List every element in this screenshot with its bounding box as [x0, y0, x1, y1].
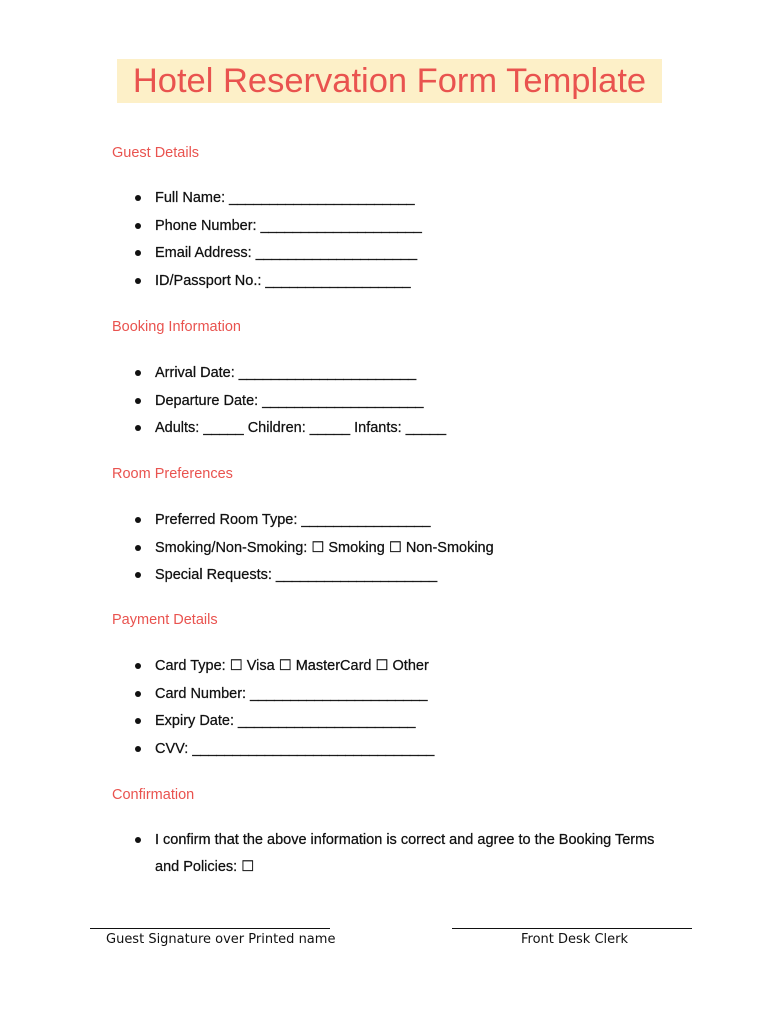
- item-text: Card Type: ☐ Visa ☐ MasterCard ☐ Other: [155, 658, 429, 674]
- item-text: Expiry Date: ______________________: [155, 713, 416, 729]
- item-text: Full Name: _______________________: [155, 190, 415, 206]
- list-item-full-name: [135, 189, 422, 217]
- booking-information-list: [135, 364, 446, 447]
- item-text: Preferred Room Type: ________________: [155, 512, 431, 528]
- item-text: I confirm that the above information is correct and agree to the Booking Terms and Policies: ☐: [155, 832, 655, 875]
- bullet-icon: [135, 691, 141, 697]
- bullet-icon: [135, 278, 141, 284]
- bullet-icon: [135, 250, 141, 256]
- list-item-card-number: [135, 685, 434, 713]
- item-text: ID/Passport No.: __________________: [155, 272, 411, 289]
- list-item-departure-date: [135, 392, 446, 420]
- guest-signature-line: [90, 928, 330, 929]
- list-item-arrival-date: [135, 364, 446, 392]
- confirmation-list: [135, 831, 655, 881]
- section-heading-guest-details: Guest Details: [112, 145, 200, 161]
- bullet-icon: [135, 837, 141, 843]
- guest-signature-label: Guest Signature over Printed name: [106, 932, 336, 947]
- list-item-special-requests: [135, 566, 494, 594]
- bullet-icon: [135, 718, 141, 724]
- section-heading-payment-details: Payment Details: [112, 612, 218, 628]
- bullet-icon: [135, 223, 141, 229]
- clerk-signature-line: [452, 928, 692, 929]
- clerk-signature-label: Front Desk Clerk: [521, 932, 629, 947]
- room-preferences-list: [135, 511, 494, 594]
- list-item-smoking-preference: [135, 539, 494, 567]
- item-text: Card Number: ______________________: [155, 685, 428, 702]
- bullet-icon: [135, 572, 141, 578]
- bullet-icon: [135, 517, 141, 523]
- bullet-icon: [135, 746, 141, 752]
- list-item-phone-number: [135, 217, 422, 245]
- list-item-preferred-room-type: [135, 511, 494, 539]
- item-text: Adults: _____ Children: _____ Infants: _____: [155, 420, 447, 436]
- guest-details-list: [135, 189, 422, 299]
- list-item-guest-counts: [135, 419, 446, 447]
- item-text: Arrival Date: ______________________: [155, 365, 417, 381]
- item-text: CVV: ______________________________: [155, 740, 435, 757]
- section-heading-confirmation: Confirmation: [112, 787, 195, 803]
- bullet-icon: [135, 545, 141, 551]
- list-item-cvv: [135, 740, 434, 768]
- section-heading-booking-information: Booking Information: [112, 319, 241, 335]
- bullet-icon: [135, 663, 141, 669]
- list-item-email-address: [135, 244, 422, 272]
- item-text: Email Address: ____________________: [155, 245, 418, 261]
- form-title: Hotel Reservation Form Template: [117, 59, 662, 103]
- bullet-icon: [135, 370, 141, 376]
- payment-details-list: [135, 657, 434, 767]
- bullet-icon: [135, 425, 141, 431]
- section-heading-room-preferences: Room Preferences: [112, 466, 233, 482]
- item-text: Special Requests: ____________________: [155, 567, 438, 583]
- bullet-icon: [135, 398, 141, 404]
- list-item-confirmation-statement: [135, 827, 655, 881]
- list-item-id-passport: [135, 272, 422, 300]
- item-text: Smoking/Non-Smoking: ☐ Smoking ☐ Non-Smoking: [155, 539, 494, 556]
- list-item-card-type: [135, 657, 434, 685]
- item-text: Departure Date: ____________________: [155, 392, 424, 409]
- list-item-expiry-date: [135, 712, 434, 740]
- bullet-icon: [135, 195, 141, 201]
- item-text: Phone Number: ____________________: [155, 217, 422, 234]
